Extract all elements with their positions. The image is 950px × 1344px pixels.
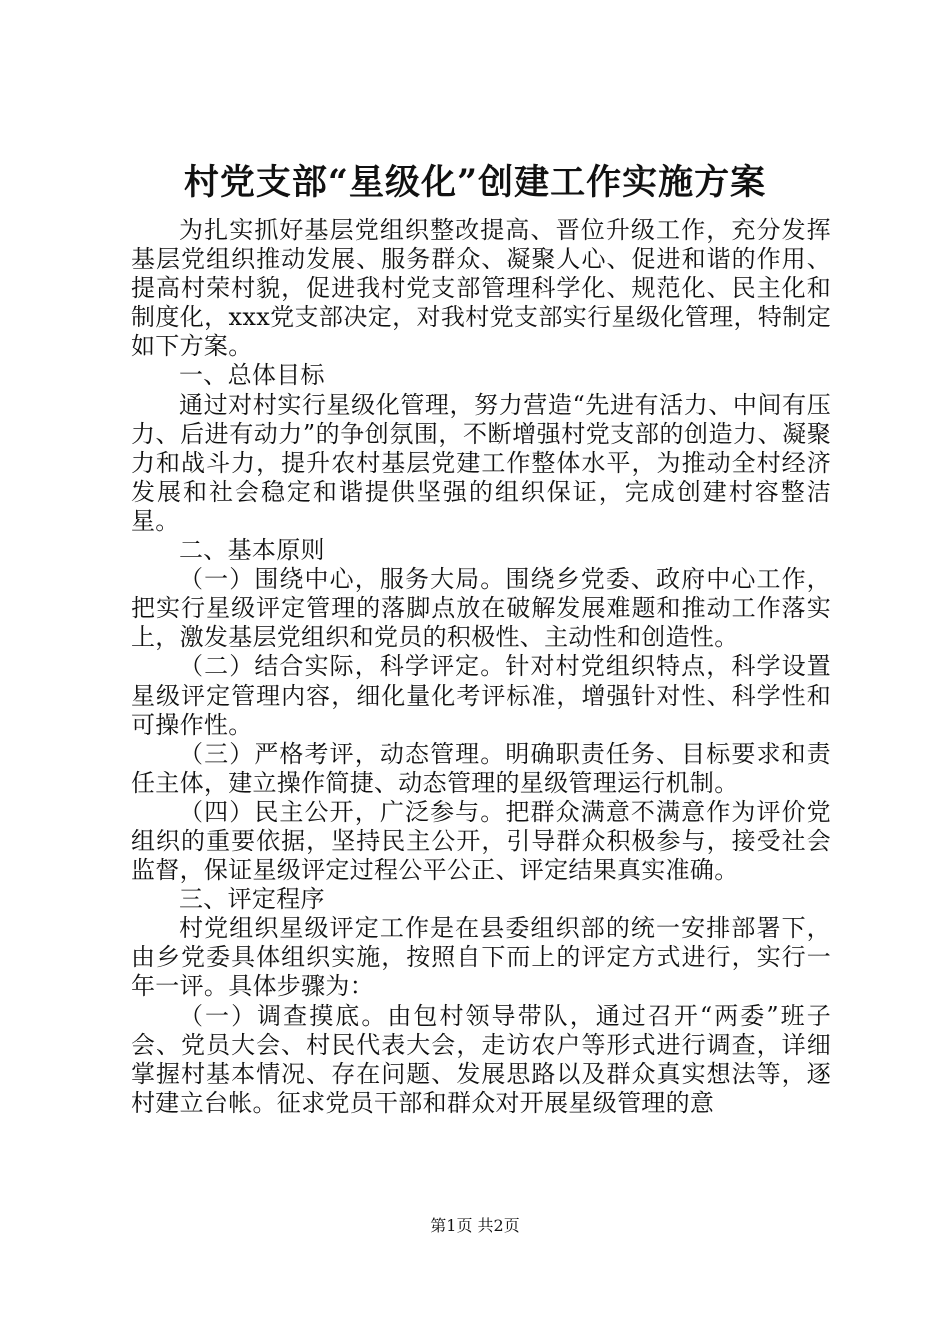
document-title: 村党支部“星级化”创建工作实施方案: [183, 162, 767, 203]
page-number-footer: 第1页 共2页: [430, 1216, 520, 1235]
principle-paragraph-3: （三）严格考评，动态管理。明确职责任务、目标要求和责任主体，建立操作简捷、动态管理的星级管理运行机制。: [131, 739, 831, 797]
procedure-step-1-paragraph: （一）调查摸底。由包村领导带队，通过召开“两委”班子会、党员大会、村民代表大会，走访农户等形式进行调查，详细掌握村基本情况、存在问题、发展思路以及群众真实想法等，逐村建立台帐。征求党员干部和群众对开展星级管理的意: [131, 1001, 831, 1117]
section-heading-principles: 二、基本原则: [179, 536, 325, 565]
principle-paragraph-4: （四）民主公开，广泛参与。把群众满意不满意作为评价党组织的重要依据，坚持民主公开，引导群众积极参与，接受社会监督，保证星级评定过程公平公正、评定结果真实准确。: [131, 797, 831, 885]
principle-paragraph-1: （一）围绕中心，服务大局。围绕乡党委、政府中心工作，把实行星级评定管理的落脚点放在破解发展难题和推动工作落实上，激发基层党组织和党员的积极性、主动性和创造性。: [131, 565, 831, 652]
section-heading-goals: 一、总体目标: [179, 361, 325, 390]
intro-paragraph: 为扎实抓好基层党组织整改提高、晋位升级工作，充分发挥基层党组织推动发展、服务群众、凝聚人心、促进和谐的作用、提高村荣村貌，促进我村党支部管理科学化、规范化、民主化和制度化，xxx党支部决定，对我村党支部实行星级化管理，特制定如下方案。: [131, 216, 831, 361]
principle-paragraph-2: （二）结合实际，科学评定。针对村党组织特点，科学设置星级评定管理内容，细化量化考评标准，增强针对性、科学性和可操作性。: [131, 652, 831, 739]
goals-paragraph: 通过对村实行星级化管理，努力营造“先进有活力、中间有压力、后进有动力”的争创氛围，不断增强村党支部的创造力、凝聚力和战斗力，提升农村基层党建工作整体水平，为推动全村经济发展和社会稳定和谐提供坚强的组织保证，完成创建村容整洁星。: [131, 390, 831, 535]
document-body: [131, 216, 831, 1118]
section-heading-procedure: 三、评定程序: [179, 885, 325, 914]
procedure-paragraph: 村党组织星级评定工作是在县委组织部的统一安排部署下，由乡党委具体组织实施，按照自下而上的评定方式进行，实行一年一评。具体步骤为：: [131, 914, 831, 1001]
